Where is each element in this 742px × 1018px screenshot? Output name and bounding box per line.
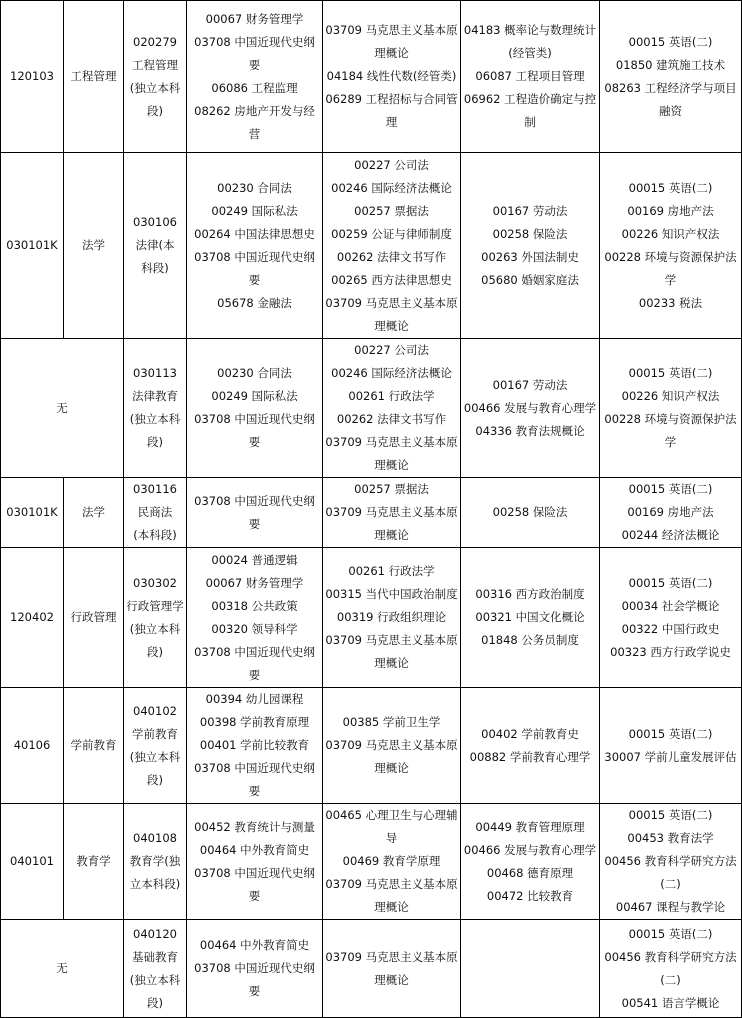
course-entry: 00319 行政组织理论 [336,610,447,624]
program-cell [124,1,187,153]
course-entry: 00228 环境与资源保护法学 [604,412,737,449]
course-cell-4 [600,804,742,920]
course-entry: 00265 西方法律思想史 [331,272,452,287]
course-entry: 00472 比较教育 [486,888,574,903]
course-entry: 00015 英语(二) [628,726,713,741]
course-entry: 00230 合同法 [217,180,292,195]
major-name-cell: 法学 [64,153,124,339]
course-cell-3 [461,688,600,804]
course-entry: 00067 财务管理学 [205,575,304,590]
course-entry: 03709 马克思主义基本原理概论 [325,949,458,987]
table-body [1,1,742,1018]
program-code: 040102 [133,703,177,718]
course-entry: 00262 法律文书写作 [336,249,447,264]
course-entry: 00015 英语(二) [628,482,713,496]
major-code-cell: 无 [1,920,124,1018]
course-entry: 00226 知识产权法 [621,389,720,403]
table-row [1,688,742,804]
course-cell-2 [323,153,461,339]
course-cell-3 [461,548,600,688]
course-entry: 00246 国际经济法概论 [331,366,452,380]
course-entry: 03709 马克思主义基本原理概论 [325,877,458,914]
major-name-cell: 行政管理 [64,548,124,688]
program-code: 020279 [133,34,177,49]
course-cell-2 [323,1,461,153]
program-name: 基础教育(独立本科段) [129,949,181,1010]
course-cell-1 [187,153,323,339]
course-entry: 03708 中国近现代史纲要 [194,865,315,903]
course-entry: 00261 行政法学 [348,389,435,403]
course-entry: 00323 西方行政学说史 [610,644,731,659]
course-cell-1 [187,339,323,478]
course-entry: 00320 领导科学 [211,621,298,636]
major-code-cell: 030101K [1,478,64,548]
table-row [1,1,742,153]
major-code-cell: 无 [1,339,124,478]
course-cell-3 [461,478,600,548]
course-entry: 00464 中外教育简史 [199,842,310,857]
course-entry: 00466 发展与教育心理学 [463,400,597,415]
course-cell-2 [323,688,461,804]
course-cell-4 [600,548,742,688]
course-entry: 01850 建筑施工技术 [615,57,726,72]
course-cell-1 [187,688,323,804]
course-entry: 03708 中国近现代史纲要 [194,644,315,682]
course-entry: 00257 票据法 [354,203,429,218]
course-cell-2 [323,804,461,920]
course-entry: 03709 马克思主义基本原理概论 [325,738,458,775]
course-entry: 03708 中国近现代史纲要 [194,493,315,531]
course-entry: 00230 合同法 [217,366,292,380]
course-entry: 00258 保险法 [492,226,568,241]
table-row [1,548,742,688]
course-cell-2 [323,339,461,478]
program-code: 030113 [133,366,177,380]
major-name-cell: 学前教育 [64,688,124,804]
course-cell-4 [600,688,742,804]
course-entry: 00541 语言学概论 [621,995,720,1010]
table-row [1,153,742,339]
major-code-cell: 040101 [1,804,64,920]
course-entry: 06087 工程项目管理 [475,69,585,83]
course-entry: 08263 工程经济学与项目融资 [604,80,737,118]
course-entry: 00469 教育学原理 [342,854,441,868]
course-entry: 00264 中国法律思想史 [194,226,315,241]
course-entry: 03708 中国近现代史纲要 [194,34,315,72]
course-entry: 00226 知识产权法 [621,226,720,241]
course-entry: 00167 劳动法 [492,203,568,218]
course-entry: 03709 马克思主义基本原理概论 [325,295,458,333]
course-entry: 04184 线性代数(经管类) [326,69,457,83]
course-entry: 04183 概率论与数理统计(经管类) [463,23,597,60]
program-cell [124,920,187,1018]
course-entry: 00015 英语(二) [628,34,713,49]
course-entry: 03709 马克思主义基本原理概论 [325,23,458,60]
course-entry: 00067 财务管理学 [205,11,304,26]
table-row [1,920,742,1018]
course-entry: 00233 税法 [638,295,703,310]
program-cell [124,478,187,548]
course-cell-2 [323,920,461,1018]
course-entry: 03708 中国近现代史纲要 [194,761,315,798]
program-cell [124,688,187,804]
course-entry: 03708 中国近现代史纲要 [194,961,315,998]
table-row [1,339,742,478]
program-name: 行政管理学(独立本科段) [126,598,184,659]
program-cell-content [126,572,184,664]
course-entry: 00227 公司法 [354,343,429,357]
course-entry: 06086 工程监理 [211,80,298,95]
course-entry: 00034 社会学概论 [621,598,720,613]
course-cell-3 [461,339,600,478]
course-entry: 06289 工程招标与合同管理 [325,92,458,129]
program-name: 工程管理(独立本科段) [129,57,181,118]
major-code-cell: 120402 [1,548,64,688]
program-cell [124,804,187,920]
course-entry: 00169 房地产法 [627,203,714,218]
course-cell-3 [461,804,600,920]
course-entry: 00402 学前教育史 [481,726,579,741]
course-entry: 06962 工程造价确定与控制 [463,92,597,129]
course-entry: 00015 英语(二) [628,808,713,822]
program-name: 学前教育(独立本科段) [129,726,181,787]
course-entry: 00244 经济法概论 [621,528,720,542]
course-cell-4 [600,339,742,478]
program-name: 法律(本科段) [135,238,175,275]
course-entry: 00453 教育法学 [627,831,714,845]
program-cell [124,153,187,339]
course-entry: 00465 心理卫生与心理辅导 [325,808,458,845]
course-entry: 01848 公务员制度 [481,633,579,647]
course-entry: 00249 国际私法 [211,203,298,218]
course-entry: 00249 国际私法 [211,389,298,403]
course-entry: 00259 公证与律师制度 [331,226,452,241]
program-name: 法律教育(独立本科段) [129,389,181,449]
major-code-cell: 40106 [1,688,64,804]
program-cell-content [126,827,184,896]
course-entry: 00315 当代中国政治制度 [325,587,458,601]
program-code: 030302 [133,575,177,590]
program-code: 040120 [133,926,177,941]
course-cell-4 [600,1,742,153]
course-entry: 00316 西方政治制度 [475,587,585,601]
table-row [1,804,742,920]
course-entry: 08262 房地产开发与经营 [194,103,315,141]
program-cell-content [133,211,177,280]
course-entry: 00246 国际经济法概论 [331,180,452,195]
course-entry: 00169 房地产法 [627,505,714,519]
program-cell-content [126,923,184,1015]
program-cell [124,548,187,688]
course-entry: 00257 票据法 [354,482,429,496]
program-code: 030116 [133,482,177,496]
course-entry: 00321 中国文化概论 [475,610,585,624]
course-entry: 00398 学前教育原理 [199,715,310,729]
course-entry: 00456 教育科学研究方法(二) [604,854,737,891]
course-entry: 03708 中国近现代史纲要 [194,412,315,449]
program-cell-content [126,362,184,454]
course-cell-3 [461,920,600,1018]
course-entry: 30007 学前儿童发展评估 [604,749,737,764]
course-entry: 04336 教育法规概论 [475,423,585,438]
course-entry: 00385 学前卫生学 [342,715,441,729]
course-entry: 00449 教育管理原理 [475,819,585,834]
course-entry: 00263 外国法制史 [481,249,579,264]
course-entry: 05680 婚姻家庭法 [481,272,579,287]
program-name: 教育学(独立本科段) [129,854,181,891]
course-cell-1 [187,804,323,920]
course-entry: 00258 保险法 [492,505,568,519]
course-entry: 00318 公共政策 [211,598,298,613]
course-cell-1 [187,548,323,688]
course-entry: 00024 普通逻辑 [211,552,298,567]
course-entry: 00261 行政法学 [348,564,435,578]
program-cell-content [126,700,184,792]
major-code-cell: 120103 [1,1,64,153]
course-entry: 00882 学前教育心理学 [469,749,591,764]
course-entry: 00466 发展与教育心理学 [463,842,597,857]
course-entry: 00456 教育科学研究方法(二) [604,949,737,987]
major-code-cell: 030101K [1,153,64,339]
course-entry: 03708 中国近现代史纲要 [194,249,315,287]
course-cell-2 [323,478,461,548]
course-cell-1 [187,478,323,548]
course-entry: 00227 公司法 [354,157,429,172]
course-entry: 00401 学前比较教育 [199,738,310,752]
table-row [1,478,742,548]
program-cell [124,339,187,478]
course-entry: 00468 德育原理 [486,865,574,880]
course-cell-1 [187,920,323,1018]
program-cell-content [133,478,177,547]
program-code: 040108 [133,831,177,845]
course-entry: 03709 马克思主义基本原理概论 [325,435,458,472]
course-entry: 03709 马克思主义基本原理概论 [325,633,458,670]
course-entry: 00464 中外教育简史 [199,938,310,952]
major-name-cell: 工程管理 [64,1,124,153]
course-cell-2 [323,548,461,688]
course-entry: 00262 法律文书写作 [336,412,447,426]
course-entry: 03709 马克思主义基本原理概论 [325,505,458,542]
course-entry: 00228 环境与资源保护法学 [604,249,737,287]
program-code: 030106 [133,215,177,229]
major-name-cell: 教育学 [64,804,124,920]
major-name-cell: 法学 [64,478,124,548]
course-entry: 00167 劳动法 [492,377,568,392]
course-entry: 00452 教育统计与测量 [194,819,315,834]
course-cell-3 [461,153,600,339]
course-entry: 00467 课程与教学论 [615,900,726,914]
course-entry: 00015 英语(二) [628,926,713,941]
program-cell-content [126,31,184,123]
course-cell-4 [600,153,742,339]
course-entry: 00015 英语(二) [628,366,713,380]
program-name: 民商法(本科段) [133,505,177,542]
course-entry: 00322 中国行政史 [621,621,720,636]
course-entry: 00015 英语(二) [628,575,713,590]
course-cell-4 [600,920,742,1018]
course-cell-3 [461,1,600,153]
course-cell-1 [187,1,323,153]
course-entry: 00394 幼儿园课程 [205,692,304,706]
course-entry: 05678 金融法 [217,295,292,310]
course-entry: 00015 英语(二) [628,180,713,195]
course-cell-4 [600,478,742,548]
